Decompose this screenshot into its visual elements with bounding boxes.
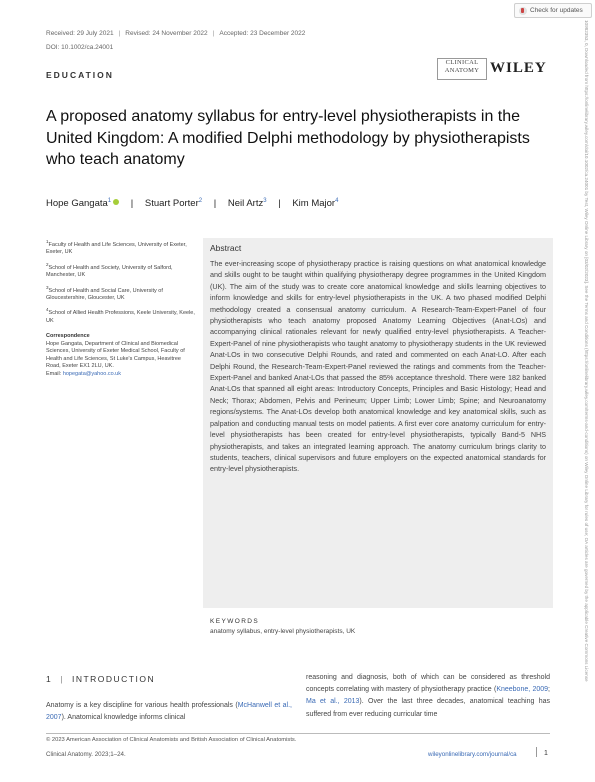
author-list: Hope Gangata$^1$ | Stuart Porter$^2$ | Neil Artz$^3$ | Kim Major$^4$ xyxy=(46,198,339,210)
correspondence-heading: Correspondence xyxy=(46,333,90,340)
journal-logo-line1: CLINICAL xyxy=(445,59,479,66)
citation-link[interactable]: Kneebone, 2009 xyxy=(496,686,549,694)
footer-divider xyxy=(46,733,550,734)
body-column-right: reasoning and diagnosis, both of which can be considered as threshold concepts correlating with mastery of physiotherapy practice (Kneebone, 2009; Ma et al., 2013). Over the last three decades, anatomical teaching has suffered from ever reducing curricular time xyxy=(306,674,550,718)
accepted-date: Accepted: 23 December 2022 xyxy=(219,30,306,37)
citation-link[interactable]: Ma et al., 2013 xyxy=(306,698,360,706)
article-title: A proposed anatomy syllabus for entry-level physiotherapists in the United Kingdom: A modified Delphi methodology by physiotherapists who teach anatomy xyxy=(46,108,530,168)
email-link[interactable]: hopegata@yahoo.co.uk xyxy=(62,370,121,377)
journal-url-link[interactable]: wileyonlinelibrary.com/journal/ca xyxy=(428,751,517,758)
publisher-logo: WILEY xyxy=(490,60,547,76)
author-name[interactable]: Hope Gangata xyxy=(46,198,108,210)
section-number: 1 xyxy=(46,674,53,684)
journal-citation: Clinical Anatomy. 2023;1–24. xyxy=(46,751,126,758)
author-affil-sup[interactable]: 4 xyxy=(335,198,339,204)
affiliations xyxy=(46,238,196,382)
email-label: Email: xyxy=(46,370,62,377)
author-name[interactable]: Kim Major xyxy=(292,198,336,210)
journal-logo-line2: ANATOMY xyxy=(444,67,480,74)
section-title: INTRODUCTION xyxy=(71,674,156,684)
orcid-icon[interactable] xyxy=(113,199,119,205)
correspondence-text: Hope Gangata, Department of Clinical and Biomedical Sciences, University of Exeter Medical School, Faculty of Health and Life Sciences, St Luke's Campus, Heavitree Road, Exeter EX1 2LU, UK. xyxy=(46,340,185,370)
page-number: 1 xyxy=(544,750,548,757)
revised-date: Revised: 24 November 2022 xyxy=(125,30,208,37)
journal-logo xyxy=(437,58,487,80)
doi[interactable]: DOI: 10.1002/ca.24001 xyxy=(46,44,114,51)
affiliation: $^4$School of Allied Health Professions, Keele University, Keele, UK xyxy=(46,307,195,324)
copyright-notice: © 2023 American Association of Clinical Anatomists and British Association of Clinical Anatomists. xyxy=(46,737,297,743)
correspondence xyxy=(46,333,196,378)
author-name[interactable]: Stuart Porter xyxy=(144,198,199,210)
keywords-heading: KEYWORDS xyxy=(210,618,260,625)
footer-separator xyxy=(536,747,537,757)
download-sidebar xyxy=(580,20,590,780)
abstract-heading: Abstract xyxy=(210,243,242,253)
body-column-left: Anatomy is a key discipline for various health professionals (McHanwell et al., 2007). Anatomical knowledge informs clinical xyxy=(46,702,292,722)
affiliation: $^3$School of Health and Social Care, University of Gloucestershire, Gloucester, UK xyxy=(46,284,163,301)
affiliation: $^1$Faculty of Health and Life Sciences, University of Exeter, Exeter, UK xyxy=(46,239,187,256)
received-date: Received: 29 July 2021 xyxy=(46,30,114,37)
section-label: EDUCATION xyxy=(46,70,114,80)
abstract-text: The ever-increasing scope of physiotherapy practice is raising questions on what anatomical knowledge and skills ought to be taught within qualifying physiotherapy degree programmes in the United Kingdom (UK). The aim of the study was to create core anatomical knowledge and skills learning objectives to inform knowledge and skills for entry-level physiotherapists in the UK. A two phased modified Delphi methodology created a consensual anatomy curriculum. A Research-Team-Expert-Panel of four physiotherapists who teach anatomy proposed Anatomy Learning Objectives (Anat-LOs) and accompanying clinical rationales relevant for newly qualified entry-level physiotherapists. A Teacher-Expert-Panel of nine physiotherapists who taught anatomy to physiotherapy students in the UK reviewed Anat-LOs in two consecutive Delphi Rounds, and rated and commented on each Anat-LO. After each Delphi Round, the Research-Team-Expert-Panel reviewed the ratings and comments from the Teacher-Expert-Panel and banked Anat-LOs that passed the 85% acceptance threshold. There were 182 banked Anat-LOs that spanned all eight areas: Introductory Concepts, Principles and Basic Histology; Head and Neck; Thorax; Abdomen, Pelvis and Perineum; Upper Limb; Lower Limb; Spine; and Neuroanatomy regions/systems. The Anat-LOs develop both anatomical knowledge and key anatomical skills, such as palpation and conducting manual tests on model patients. A first ever core anatomy curriculum for entry-level physiotherapists has been created for entry-level physiotherapists, typically Band-5 NHS physiotherapists, and takes an integrated learning approach. The anatomy curriculum brings clarity to students, teachers, clinical supervisors and future employers on the expected anatomical standards for entry-level physiotherapists. xyxy=(210,259,546,474)
article-dates: Received: 29 July 2021 | Revised: 24 November 2022 | Accepted: 23 December 2022 xyxy=(46,30,306,37)
author-affil-sup[interactable]: 1 xyxy=(107,198,112,204)
author-name[interactable]: Neil Artz xyxy=(227,198,264,210)
check-for-updates-button[interactable] xyxy=(514,3,592,18)
download-sidebar-text: 10982353, 0, Downloaded from https://onlinelibrary.wiley.com/doi/10.1002/ca.24001 by Test, Wiley Online Library on [03/02/2023]. See the Terms and Conditions (https://onlinelibrary.wiley.com/terms-and-conditions) on Wiley Online Library for rules of use; OA articles are governed by the applicable Creative Commons License xyxy=(584,20,589,682)
citation-link[interactable]: McHanwell et al., 2007 xyxy=(46,702,292,722)
check-for-updates-label: Check for updates xyxy=(530,7,583,14)
author-affil-sup[interactable]: 3 xyxy=(263,198,267,204)
keywords-text: anatomy syllabus, entry-level physiotherapists, UK xyxy=(210,628,356,635)
crossmark-icon xyxy=(519,7,527,15)
section-heading-introduction: 1 | INTRODUCTION xyxy=(46,674,156,684)
affiliation: $^2$School of Health and Society, University of Salford, Manchester, UK xyxy=(46,261,173,279)
author-affil-sup[interactable]: 2 xyxy=(198,198,203,204)
